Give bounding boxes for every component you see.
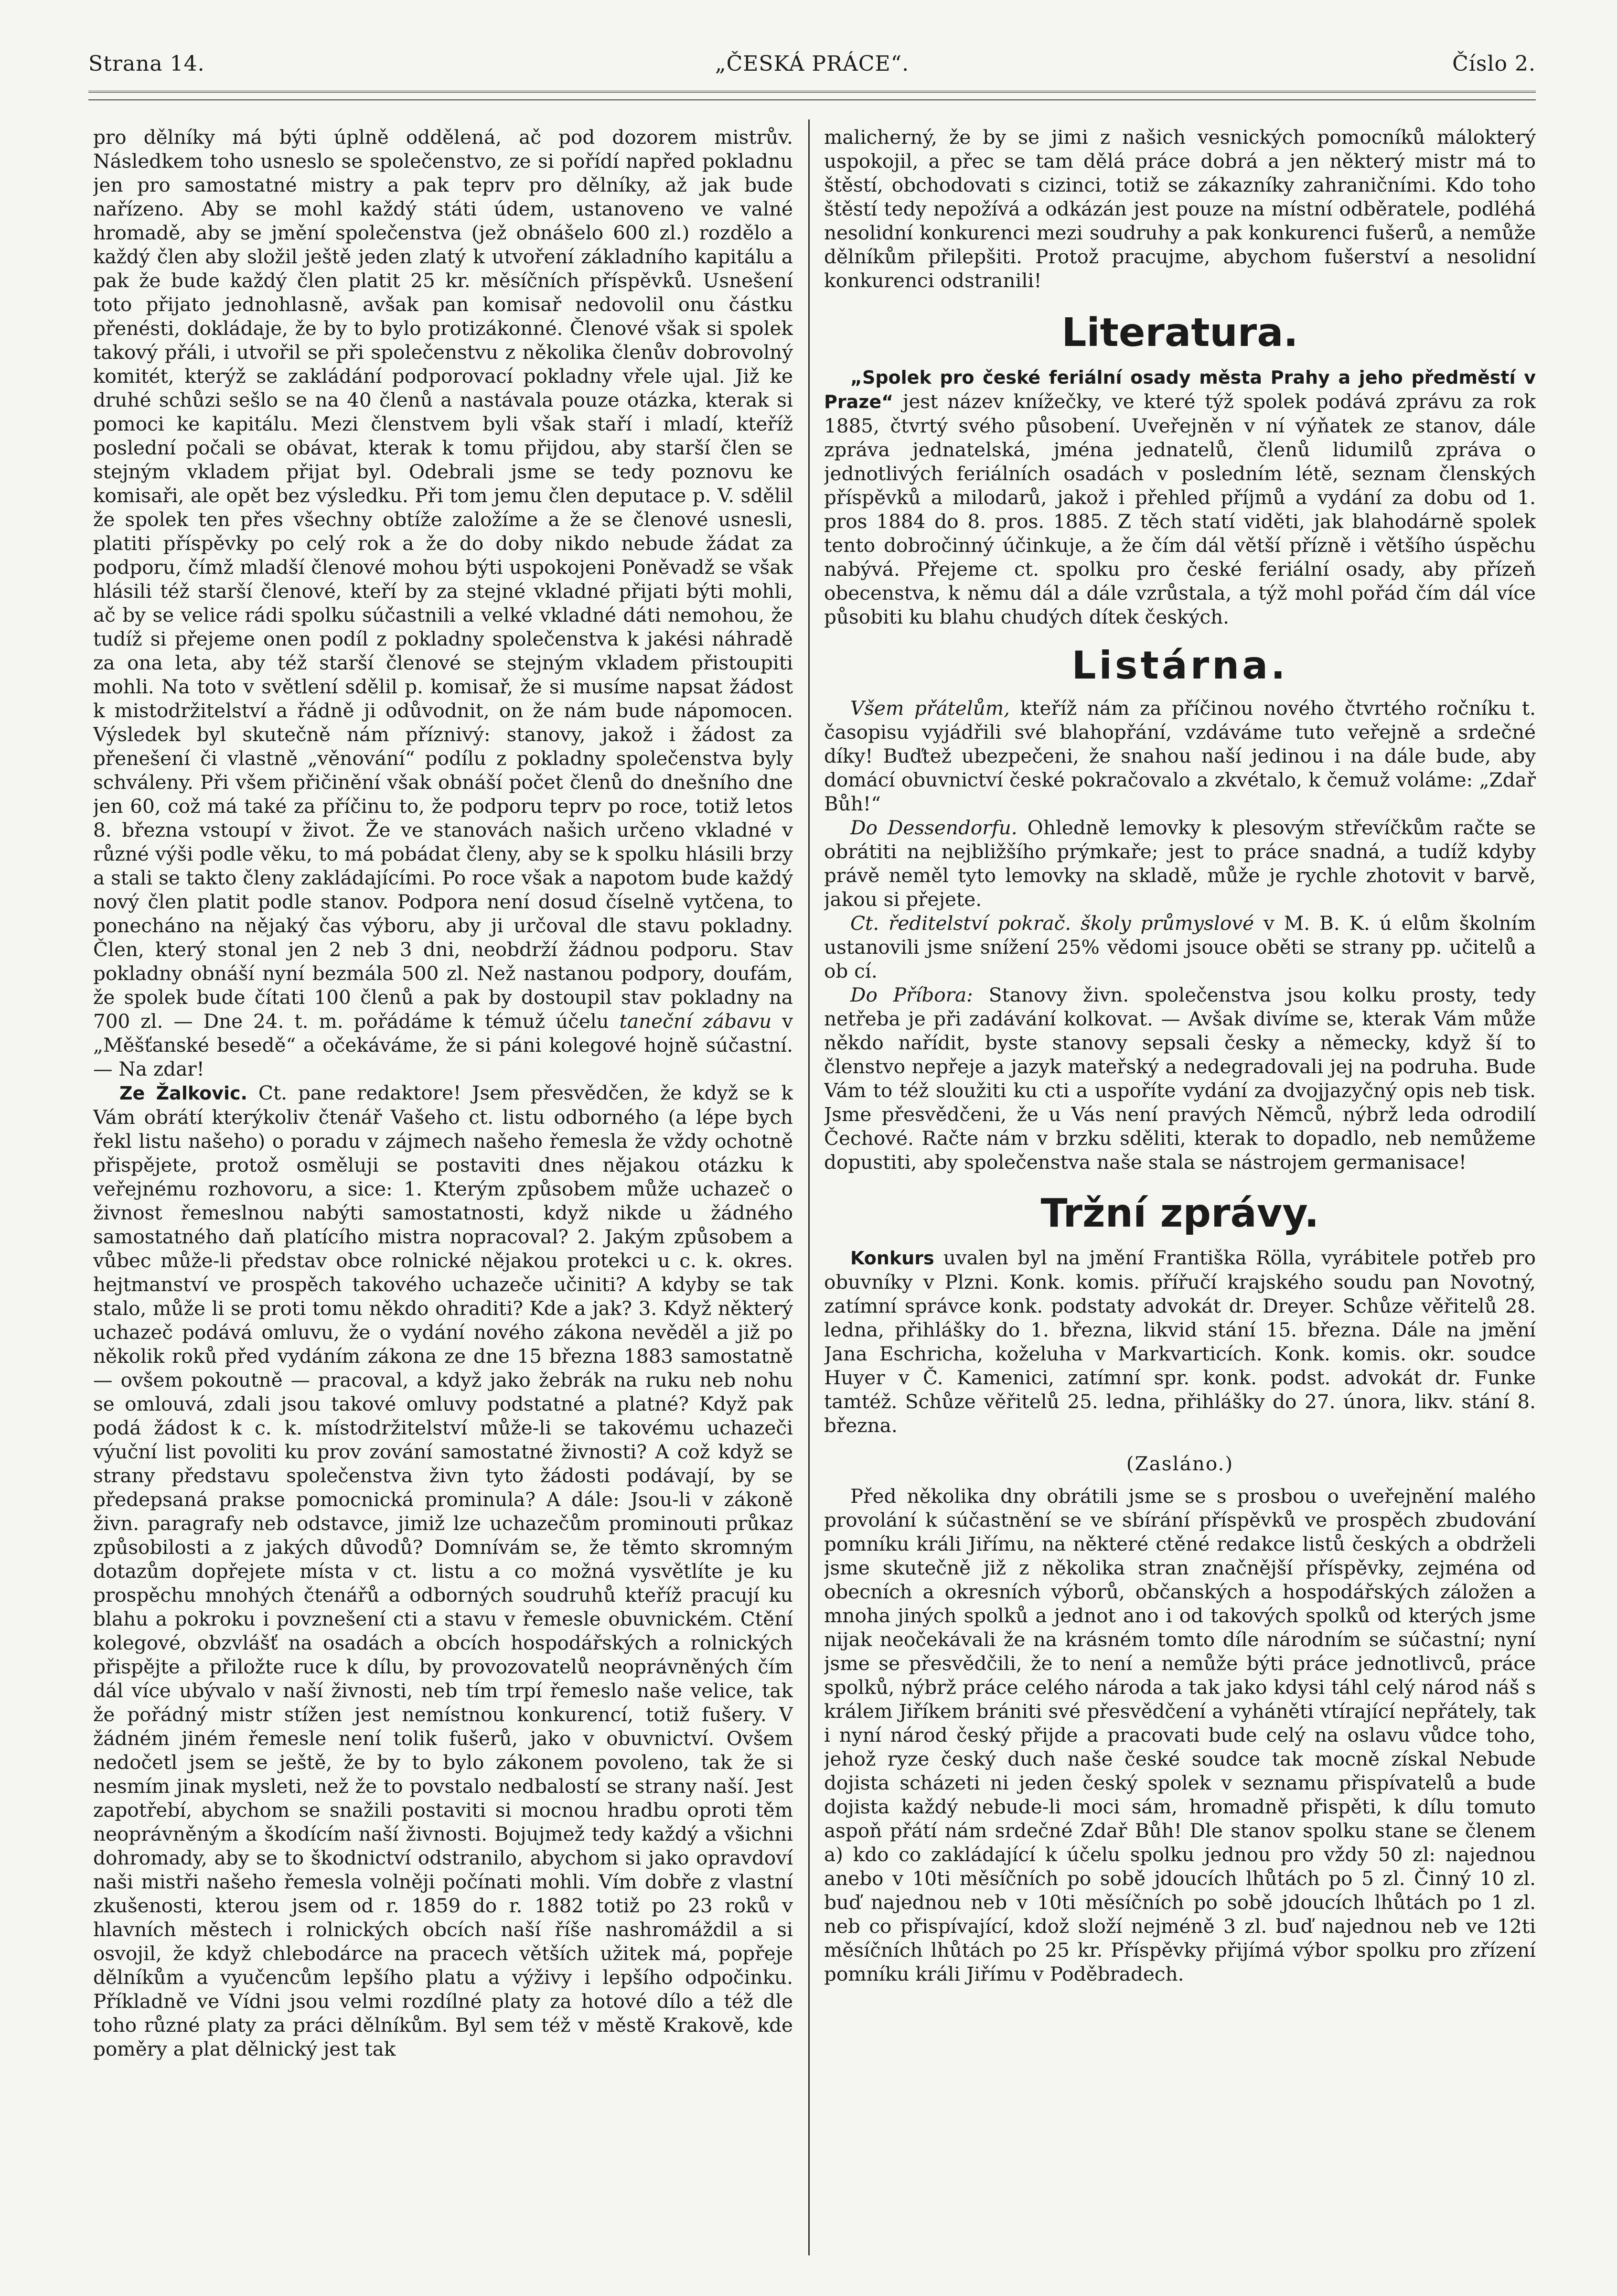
listarna-lead: Do Příbora: xyxy=(850,983,973,1006)
letter-lead: Ze Žalkovic. xyxy=(119,1083,247,1104)
listarna-lead: Do Dessendorfu. xyxy=(850,816,1017,839)
listarna-text: Ohledně lemovky k plesovým střevíčkům račte se obrátiti na nejbližšího prýmkaře; jest to práce snadná, a tudíž kdyby právě neměl tyto lemovky na skladě, může je rychle zhotovit v barvě, jakou si přejete. xyxy=(824,816,1536,911)
listarna-text: v M. B. K. ú elům školním ustanovili jsme snížení 25% vědomi jsouce oběti se strany pp. učitelů a ob cí. xyxy=(824,912,1536,982)
right-column xyxy=(824,125,1536,2266)
listarna-item xyxy=(824,696,1536,816)
article-italic: taneční zábavu xyxy=(619,1010,772,1033)
left-column xyxy=(93,125,793,2266)
column-divider xyxy=(808,119,810,2255)
listarna-item xyxy=(824,911,1536,983)
listarna-item xyxy=(824,816,1536,911)
page-header xyxy=(88,52,1536,80)
article-end: malicherný, že by se jimi z našich vesnických pomocníků málokterý uspokojil, a přec se tam dělá práce dobrá a jen některý mistr má to štěstí, obchodovati s cizinci, totiž se zákazníky zahraničními. Kdo toho štěstí tedy nepožívá a odkázán jest pouze na místní odběratele, podléhá nesolidní konkurenci mezi soudruhy a pak konkurenci fušerů, a nemůže dělníkům přilepšiti. Protož pracujme, abychom fušerství a nesolidní konkurenci odstranili! xyxy=(824,126,1536,292)
trzni-text: uvalen byl na jmění Františka Rölla, vyrábitele potřeb pro obuvníky v Plzni. Konk. komis. přířučí krajského soudu pan Novotný, zatímní správce konk. podstaty advokát dr. Dreyer. Schůze věřitelů 28. ledna, přihlášky do 1. března, likvid stání 15. března. Dále na jmění Jana Eschricha, koželuha v Markvarticích. Konk. komis. okr. soudce Huyer v Č. Kamenici, zatímní spr. konk. podst. advokát dr. Funke tamtéž. Schůze věřitelů 25. ledna, přihlášky do 27. února, likv. stání 8. března. xyxy=(824,1246,1536,1437)
listarna-text: Stanovy živn. společenstva jsou kolku prosty, tedy netřeba je při zadávání kolkovat. — Avšak divíme se, kterak Vám může někdo nařídit, byste stanovy sepsali česky a německy, když ší to členstvo nepřeje a jazyk mateřský a nedegradovali jej na podruha. Bude Vám to též sloužiti ku cti a uspoříte vydání za dvojjazyčný opis neb tisk. Jsme přesvědčeni, že u Vás není pravých Němců, nýbrž leda odrodilí Čechové. Račte nám v brzku sděliti, kterak to dopadlo, neb nemůžeme dopustiti, aby společenstva naše stala se nástrojem germanisace! xyxy=(824,983,1536,1174)
article-continuation xyxy=(93,125,793,1081)
article-text: pro dělníky má býti úplně oddělená, ač pod dozorem mistrův. Následkem toho usneslo se společenstvo, ze si pořídí napřed pokladnu jen pro samostatné mistry a pak teprv pro dělníky, až jak bude nařízeno. Aby se mohl každý státi údem, ustanoveno ve valné hromadě, aby se jmění společenstva (jež obnášelo 600 zl.) rozdělo a každý člen aby složil ještě jeden zlatý k utvoření základního kapitálu a pak že bude každý člen platit 25 kr. měsíčních příspěvků. Usnešení toto přijato jednohlasně, avšak pan komisař nedovolil onu částku přenésti, dokládaje, že by to bylo protizákonné. Členové však si spolek takový přáli, i utvořil se při společenstvu z několika členův dobrovolný komitét, kterýž se zakládání podporovací pokladny vřele ujal. Již ke druhé schůzi sešlo se na 40 členů a nastávala pouze otázka, kterak si pomoci ke kapitálu. Mezi členstvem byli však staří i mladí, kteříž poslední počali se obávat, kterak k tomu přijdou, aby starší člen se stejným vkladem přijat byl. Odebrali jsme se tedy poznovu ke komisaři, ale opět bez výsledku. Při tom jemu člen deputace p. V. sdělil že spolek ten přes všechny obtíže založíme a že se členové usnesli, platiti příspěvky po celý rok a že do doby nikdo nebude žádat za podporu, čímž mladší členové mohou býti uspokojeni Poněvadž se však hlásili též starší členové, kteří by za stejné vkladné přijati býti mohli, ač by se velice rádi spolku súčastnili a velké vkladné dáti nemohou, že tudíž si přejeme onen podíl z pokladny společenstva k jakési náhradě za ona leta, aby též starší členové se stejným vkladem přistoupiti mohli. Na toto v světlení sdělil p. komisař, že si musíme napsat žádost k mistodržitelství a řádně ji odůvodnit, on že nám bude nápomocen. Výsledek byl skutečně nám příznivý: stanovy, jakož i žádost za přenešení či vlastně „věnování“ podílu z pokladny společenstva byly schváleny. Při všem přičinění však obnáší počet členů do dnešního dne jen 60, což má také za příčinu to, že podporu teprv po roce, totiž letos 8. března vstoupí v život. Že ve stanovách našich určeno vkladné v různé výši podle věku, to má pobádat členy, aby se k spolku hlásili brzy a stali se takto členy zakládajícími. Po roce však a napotom bude každý nový člen platit podle stanov. Podpora není dosud číselně vytčena, to ponecháno na nějaký čas výboru, aby ji určoval dle stavu pokladny. Člen, který stonal jen 2 neb 3 dni, neobdrží žádnou podporu. Stav pokladny obnáší nyní bezmála 500 zl. Než nastanou podpory, doufám, že spolek bude čítati 100 členů a pak by dostoupil stav pokladny na 700 zl. — Dne 24. t. m. pořádáme k témuž účelu xyxy=(93,126,793,1033)
header-rule-thin xyxy=(88,99,1536,100)
header-rule xyxy=(88,91,1536,93)
letter-text: Ct. pane redaktore! Jsem přesvědčen, že když se k Vám obrátí kterýkoliv čtenář Vašeho ct. listu odborného (a lépe bych řekl listu našeho) o poradu v zájmech našeho řemesla že vždy ochotně přispějete, protož osměluji se postaviti dnes nějakou otázku k veřejnému rozhovoru, a sice: 1. Kterým způsobem může uchazeč o živnost řemeslnou nabýti samostatnosti, když nikde u žádného samostatného daň platícího mistra nopracoval? 2. Jakým způsobem a vůbec může-li představ obce rolnické nějakou protekci u c. k. okres. hejtmanství ve prospěch takového uchazeče učiniti? A kdyby se tak stalo, může li se proti tomu někdo ohraditi? Kde a jak? 3. Když některý uchazeč podává omluvu, že o vydání nového zákona nevěděl a již po několik roků před vydáním zákona ze dne 15 března 1883 samostatně — ovšem pokoutně — pracoval, a když jako žebrák na ruku neb nohu se omlouvá, zdali jsou takové omluvy podstatné a platné? Když pak podá žádost k c. k. místodržitelství může-li se takovému uchazeči výuční list povoliti ku prov zování samostatné živnosti? A což když se strany představu společenstva živn tyto žádosti podávají, by se předepsaná prakse pomocnická prominula? A dále: Jsou-li v zákoně živn. paragrafy neb odstavce, jimiž lze uchazečům prominouti průkaz způsobilosti a z jakých důvodů? Domnívám se, že těmto skromným dotazům dopřejete místa v ct. listu a co možná vysvětlíte je ku prospěchu mnohých čtenářů a odborných soudruhů kteříž pracují ku blahu a pokroku i povznešení cti a stavu v řemesle obuvnickém. Ctění kolegové, obzvlášť na osadách a obcích hospodářských a rolnických přispějte a přiložte ruce k dílu, by provozovatelů neoprávněných čím dál více ubývalo v naší živnosti, neb tím trpí řemeslo naše velice, tak že pořádný mistr stížen jest nemístnou konkurencí, totiž fušery. V žádném jiném řemesle není tolik fušerů, jako v obuvnictví. Ovšem nedočetl jsem se ještě, že by to bylo zákonem povoleno, tak že si nesmím jinak mysleti, než že to povstalo nedbalostí se strany naší. Jest zapotřebí, abychom se snažili postaviti si mocnou hradbu oproti těm neoprávněným a škodícím naší živnosti. Bojujmež tedy každý a všichni dohromady, aby se to škodnictví odstranilo, abychom si jako opravdoví naši mistři našeho řemesla volněji počínati mohli. Vím dobře z vlastní zkušenosti, kterou jsem od r. 1859 do r. 1882 totiž po 23 roků v hlavních městech i rolnických obcích naší říše nashromáždil a si osvojil, že když chlebodárce na pracech větších užitek má, popřeje dělníkům a vyučencům lepšího platu a výživy i lepšího odpočinku. Příkladně ve Vídni jsou velmi rozdílné platy za hotové dílo a též dle toho různé platy za práci dělníkům. Byl sem též v městě Krakově, kde poměry a plat dělnický jest tak xyxy=(93,1081,793,2060)
section-heading-trzni-zpravy: Tržní zprávy. xyxy=(1040,1191,1319,1236)
page-number: Strana 14. xyxy=(88,52,205,76)
issue-number: Číslo 2. xyxy=(1452,52,1536,76)
literatura-item xyxy=(824,365,1536,629)
trzni-lead: Konkurs xyxy=(850,1248,934,1269)
section-heading-literatura: Literatura. xyxy=(1061,310,1298,356)
newspaper-title: „ČESKÁ PRÁCE“. xyxy=(715,52,910,76)
literatura-text: jest název knížečky, ve které týž spolek podává zprávu za rok 1885, čtvrtý svého působení. Uveřejněn v ní výňatek ze stanov, dále zpráva jednatelská, jména jednatelů, členů lidumilů zpráva o jednotlivých feriálních osadách v posledním létě, seznam členských příspěvků a milodarů, jakož i přehled příjmů a vydání za dobu od 1. pros 1884 do 8. pros. 1885. Z těch statí viděti, jak blahodárně spolek tento dobročinný účinkuje, a že čím dál větší přízně i většího úspěchu nabývá. Přejeme ct. spolku pro české feriální osady, aby přízeň obecenstva, k němu dál a dále vzrůstala, a týž mohl pořád čím dál více působiti ku blahu chudých dítek českých. xyxy=(824,390,1536,628)
literatura-lead: „Spolek pro české feriální osady města Prahy a jeho předměstí v Praze“ xyxy=(824,367,1536,412)
listarna-lead: Všem přátelům, xyxy=(850,697,1010,720)
trzni-item xyxy=(824,1246,1536,1437)
letter-zalkovice xyxy=(93,1081,793,2061)
listarna-text: kteříž nám za příčinou nového čtvrtého ročníku t. časopisu vyjádřili své blahopřání, vzdáváme tuto veřejně a srdečné díky! Buďtež ubezpečeni, že snahou naší jedinou i na dále bude, aby domácí obuvnictví české pokračovalo a zkvétalo, k čemuž voláme: „Zdař Bůh!“ xyxy=(824,697,1536,815)
article-text-end: v „Měšťanské besedě“ a očekáváme, že si páni kolegové hojně súčastní. — Na zdar! xyxy=(93,1010,793,1080)
section-heading-listarna: Listárna. xyxy=(1071,643,1288,688)
listarna-lead: Ct. ředitelství pokrač. školy průmyslové xyxy=(850,912,1254,935)
zaslano-text: Před několika dny obrátili jsme se s prosbou o uveřejnění malého provolání k súčastnění se ve sbírání příspěvků ve prospěch zbudování pomníku králi Jiřímu, na některé ctěné redakce listů českých a obdrželi jsme skutečně již z několika stran značnější příspěvky, zejména od obecních a okresních výborů, občanských a hospodářských záložen a mnoha jiných spolků a jednot ano i od takových spolků od kterých jsme nijak neočekávali že na krásném tomto díle národním se súčastní; nyní jsme se přesvědčili, že to není a nemůže býti práce jednotlivců, práce spolků, nýbrž práce celého národa a tak jako kdysi táhl celý národ náš s králem Jiříkem brániti své přesvědčení a vyháněti vtírající nepřátely, tak i nyní národ český přijde a pracovati bude celý na oslavu vůdce toho, jehož ryze český duch naše české soudce tak mocně získal Nebude dojista scházeti ni jeden český spolek v seznamu přispívatelů a bude dojista každý nebude-li moci sám, hromadně přispěti, k dílu tomuto aspoň přátí nám srdečné Zdař Bůh! Dle stanov spolku stane se členem a) kdo co zakládající k účelu spolku jednou pro vždy 50 zl: najednou anebo v 10ti měsíčních po sobě jdoucích lhůtách po 5 zl. Činný 10 zl. buď najednou neb v 10ti měsíčních po sobě jdoucích lhůtách po 1 zl. neb co přispívající, kdož složí nejméně 3 zl. buď najednou neb ve 12ti měsíčních lhůtách po 25 kr. Příspěvky přijímá výbor spolku pro zřízení pomníku králi Jiřímu v Poděbradech. xyxy=(824,1485,1536,1985)
listarna-item xyxy=(824,983,1536,1174)
section-heading-zaslano: (Zasláno.) xyxy=(1126,1452,1234,1475)
